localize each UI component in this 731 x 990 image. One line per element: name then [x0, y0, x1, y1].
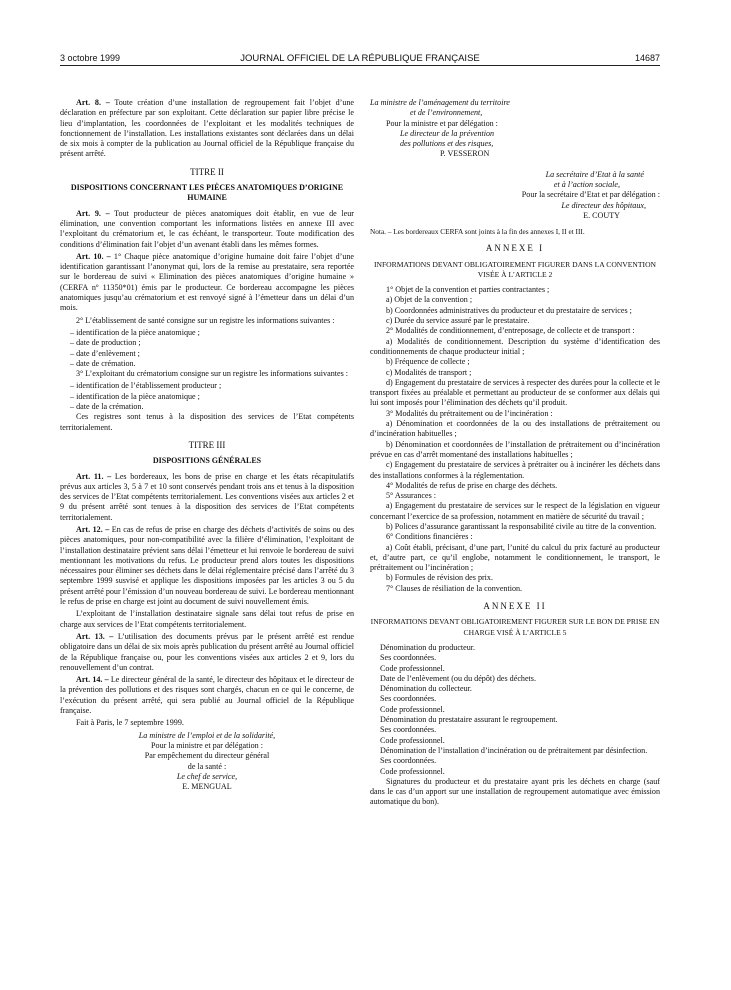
list-item: a) Engagement du prestataire de services sur le respect de la législation en vigueur concernant l’exercice de sa profession, notamment en matière de sécurité du travail ;: [370, 501, 660, 521]
list-item: Ses coordonnées.: [380, 756, 437, 766]
signature-line: Le chef de service,: [176, 771, 238, 781]
list-item: Code professionnel.: [380, 704, 445, 714]
list-item: – identification de la pièce anatomique ;: [70, 327, 200, 337]
annexe-2-list: [370, 643, 660, 808]
list-item: 3° Modalités du prétraitement ou de l’incinération :: [386, 408, 553, 418]
annexe-1-list: [370, 285, 660, 594]
article-12: Art. 12. – En cas de refus de prise en charge des déchets d’activités de soins ou des pièces anatomiques, pour non-compatibilité avec la filière d’élimination, l’exploitant de l’installation destinataire prévient sans délai l’émetteur et lui renvoie le bordereau de suivi mentionnant les motivations du refus. Le producteur prend alors toutes les dispositions nécessaires pour éliminer ses déchets dans le délai réglementaire précisé dans l’arrêté du 3 septembre 1999 susvisé et applique les dispositions imposées par les articles 3 ou 5 du présent arrêté pour l’émission d’un nouveau bordereau de suivi. Le bordereau mentionnant le refus de prise en charge est joint au document de suivi nouvellement émis.: [60, 524, 354, 607]
signature-block-environnement: [370, 98, 660, 160]
list-item: Code professionnel.: [380, 766, 445, 776]
signing-date: Fait à Paris, le 7 septembre 1999.: [76, 718, 184, 728]
list-item: Dénomination de l’installation d’incinération ou de prétraitement par désinfection.: [380, 745, 648, 755]
list-item: Ses coordonnées.: [380, 653, 437, 663]
header-date: 3 octobre 1999: [60, 53, 121, 63]
list-item: Ses coordonnées.: [380, 725, 437, 735]
signature-line: de la santé :: [187, 761, 227, 771]
list-item: 7° Clauses de résiliation de la convention.: [386, 583, 523, 593]
annexe-2-heading: ANNEXE II: [483, 601, 547, 612]
list-item: 6° Conditions financières :: [386, 532, 473, 542]
list-item: a) Modalités de conditionnement. Description du système d’identification des conditionnements de chaque producteur initial ;: [370, 336, 660, 356]
signature-block-sante: [370, 170, 660, 221]
signature-line: La secrétaire d’Etat à la santé: [545, 169, 644, 179]
list-item: b) Fréquence de collecte ;: [386, 357, 470, 367]
list-item: a) Objet de la convention ;: [386, 295, 473, 305]
list-item: Code professionnel.: [380, 735, 445, 745]
signature-line: Par empêchement du directeur général: [144, 751, 270, 761]
signatory-name: P. VESSERON: [440, 149, 490, 159]
list-item: Ses coordonnées.: [380, 694, 437, 704]
list-item: – date de production ;: [70, 338, 141, 348]
signature-block-emploi: [60, 731, 354, 793]
list-item: a) Coût établi, précisant, d’une part, l’unité du calcul du prix facturé au producteur et, d’autre part, ce qu’il englobe, notamment le conditionnement, le transport, le prétraitement ou l’incinération ;: [370, 542, 660, 573]
article-11: Art. 11. – Les bordereaux, les bons de prise en charge et les états récapitulatifs prévus aux articles 3, 5 à 7 et 10 sont conservés pendant trois ans et tenus à la disposition des services de l’Etat compétents territorialement. Les conventions visées aux articles 2 et 9 du présent arrêté sont tenues à la disposition des services de l’Etat compétents territorialement.: [60, 471, 354, 522]
signatory-name: E. MENGUAL: [182, 782, 232, 792]
titre-3-heading: TITRE III: [188, 439, 226, 450]
list-item: 2° Modalités de conditionnement, d’entreposage, de collecte et de transport :: [386, 326, 635, 336]
signature-line: Pour la ministre et par délégation :: [386, 118, 498, 128]
list-item: – date de crémation.: [70, 358, 136, 368]
titre-2-subtitle: DISPOSITIONS CONCERNANT LES PIÈCES ANATOMIQUES D’ORIGINE HUMAINE: [70, 183, 344, 203]
list-item: Dénomination du producteur.: [380, 642, 476, 652]
list-item: c) Modalités de transport ;: [386, 367, 472, 377]
list-item: – date d’enlèvement ;: [70, 348, 140, 358]
list-item: 1° Objet de la convention et parties contractantes ;: [386, 285, 550, 295]
list-item: b) Polices d’assurance garantissant la responsabilité civile au titre de la convention.: [386, 521, 657, 531]
list-item: Code professionnel.: [380, 663, 445, 673]
signature-line: Pour la ministre et par délégation :: [151, 740, 263, 750]
list-item: c) Engagement du prestataire de services à prétraiter ou à incinérer les déchets dans des installations conformes à la réglementation.: [370, 460, 660, 480]
list-item: 4° Modalités de refus de prise en charge des déchets.: [386, 480, 558, 490]
list-item: Dénomination du collecteur.: [380, 684, 472, 694]
article-10-para-2: 2° L’établissement de santé consigne sur un registre les informations suivantes :: [76, 315, 335, 325]
signature-line: La ministre de l’aménagement du territoire: [370, 98, 510, 107]
right-column: [370, 98, 660, 808]
article-14: Art. 14. – Le directeur général de la santé, le directeur des hôpitaux et le directeur de la prévention des pollutions et des risques sont chargés, chacun en ce qui le concerne, de l’exécution du présent arrêté, qui sera publié au Journal officiel de la République française.: [60, 675, 354, 716]
article-10-para-3: 3° L’exploitant du crématorium consigne sur un registre les informations suivantes :: [76, 369, 348, 379]
article-10: Art. 10. – 1° Chaque pièce anatomique d’origine humaine doit faire l’objet d’une identification garantissant l’anonymat qui, lors de la remise au prestataire, sera reportée sur le bordereau de suivi « Elimination des pièces anatomiques d’origine humaine » (CERFA nº 11350*01) émis par le producteur. Ce bordereau accompagne les pièces anatomiques jusqu’au crématorium et est renvoyé signé à l’émetteur dans un délai d’un mois.: [60, 251, 355, 313]
header-page-number: 14687: [634, 53, 660, 63]
signature-line: des pollutions et des risques,: [400, 139, 494, 149]
list-item: Dénomination du prestataire assurant le regroupement.: [380, 715, 558, 725]
list-item: – identification de l’établissement producteur ;: [70, 381, 222, 391]
article-13: Art. 13. – L’utilisation des documents prévus par le présent arrêté est rendue obligatoire dans un délai de six mois après publication du présent arrêté au Journal officiel de la République française ou, pour les conventions visées aux articles 2 et 9, lors du renouvellement d’un contrat.: [60, 631, 354, 672]
signature-line: Le directeur des hôpitaux,: [561, 200, 646, 210]
article-10-para-4: Ces registres sont tenus à la disposition des services de l’Etat compétents territorialement.: [60, 412, 354, 432]
signature-line: Le directeur de la prévention: [400, 128, 495, 138]
list-item: c) Durée du service assuré par le prestataire.: [386, 316, 530, 326]
nota: Nota. – Les bordereaux CERFA sont joints à la fin des annexes I, II et III.: [370, 227, 585, 237]
list-item: b) Coordonnées administratives du producteur et du prestataire de services ;: [386, 305, 632, 315]
titre-2-heading: TITRE II: [190, 166, 224, 177]
header-journal-title: JOURNAL OFFICIEL DE LA RÉPUBLIQUE FRANÇAISE: [240, 53, 480, 64]
list-item: b) Formules de révision des prix.: [386, 573, 494, 583]
article-12-para-2: L’exploitant de l’installation destinataire signale sans délai tout refus de prise en charge aux services de l’Etat compétents territorialement.: [60, 609, 354, 629]
list-item: Signatures du producteur et du prestataire ayant pris les déchets en charge (sauf dans le cas d’un apport sur une installation de regroupement automatique avec émission automatique du bon).: [370, 776, 660, 807]
article-8: Art. 8. – Toute création d’une installation de regroupement fait l’objet d’une déclaration en préfecture par son exploitant. Cette déclaration sur papier libre précise le lieu d’implantation, les coordonnées de l’exploitant et les modalités techniques de fonctionnement de l’installation. Les installations existantes sont déclarées dans un délai de six mois à compter de la publication au Journal officiel de la République française du présent arrêté.: [60, 98, 355, 159]
registry-list-2: [60, 381, 354, 412]
list-item: – date de la crémation.: [70, 402, 144, 412]
annexe-1-heading: ANNEXE I: [485, 243, 545, 254]
signature-line: et à l’action sociale,: [553, 180, 620, 190]
list-item: 5° Assurances :: [386, 491, 436, 501]
signature-line: La ministre de l’emploi et de la solidarité,: [138, 730, 276, 740]
titre-3-subtitle: DISPOSITIONS GÉNÉRALES: [152, 456, 262, 466]
signatory-name: E. COUTY: [583, 210, 620, 220]
annexe-2-subtitle: INFORMATIONS DEVANT OBLIGATOIREMENT FIGURER SUR LE BON DE PRISE EN CHARGE VISÉ À L’ARTICLE 5: [370, 617, 660, 637]
list-item: b) Dénomination et coordonnées de l’installation de prétraitement ou d’incinération prévue en cas d’arrêt momentané des installations habituelles ;: [370, 439, 660, 459]
signature-line: et de l’environnement,: [410, 108, 483, 118]
article-9: Art. 9. – Tout producteur de pièces anatomiques doit établir, en vue de leur élimination, une convention comportant les informations listées en annexe III avec l’exploitant du crématorium et, le cas échéant, le transporteur. Toute modification des conditions d’élimination fait l’objet d’un avenant établi dans les mêmes formes.: [60, 208, 354, 249]
page-header: [60, 53, 660, 66]
annexe-1-subtitle: INFORMATIONS DEVANT OBLIGATOIREMENT FIGURER DANS LA CONVENTION VISÉE À L’ARTICLE 2: [373, 259, 657, 279]
signature-line: Pour la secrétaire d’Etat et par délégation :: [521, 190, 660, 200]
list-item: a) Dénomination et coordonnées de la ou des installations de prétraitement ou d’incinération habituelles ;: [370, 419, 660, 439]
list-item: Date de l’enlèvement (ou du dépôt) des déchets.: [380, 673, 536, 683]
left-column: [60, 98, 354, 792]
list-item: – identification de la pièce anatomique ;: [70, 391, 200, 401]
registry-list-1: [60, 328, 354, 369]
list-item: d) Engagement du prestataire de services à respecter des durées pour la collecte et le transport fixées au préalable et permettant au producteur de se conformer aux délais qui lui sont imposés pour l’élimination des déchets qu’il produit.: [370, 377, 660, 408]
